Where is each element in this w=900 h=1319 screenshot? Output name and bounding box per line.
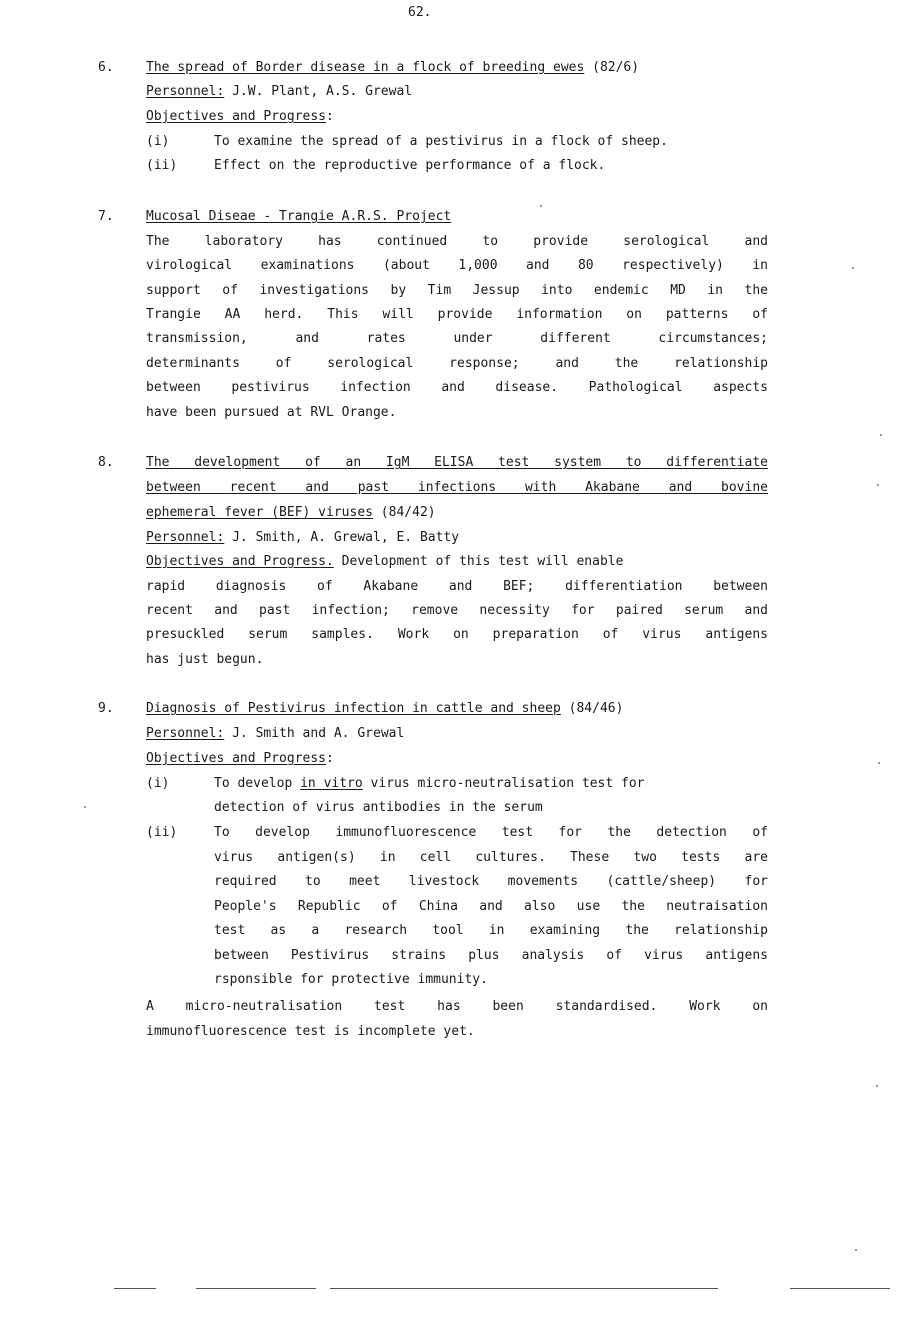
- list-item-text: between Pestivirus strains plus analysis of virus antigens: [214, 948, 768, 963]
- list-item-text: required to meet livestock movements (cattle/sheep) for: [214, 874, 768, 889]
- list-item-text: rsponsible for protective immunity.: [214, 972, 488, 987]
- section-title-line: [146, 209, 768, 225]
- list-item-text: detection of virus antibodies in the serum: [214, 800, 543, 815]
- section-title-line: between recent and past infections with Akabane and bovine: [146, 480, 768, 495]
- paragraph-line: virological examinations (about 1,000 and 80 respectively) in: [146, 258, 768, 273]
- item-text-part: virus micro-neutralisation test for: [362, 776, 645, 791]
- paragraph-text: Development of this test will enable: [333, 554, 624, 569]
- list-item-text: Effect on the reproductive performance of a flock.: [214, 158, 606, 173]
- objectives-line: [146, 554, 768, 570]
- section-title-line: [146, 60, 768, 76]
- section-title-line: [146, 505, 768, 521]
- paragraph-line: have been pursued at RVL Orange.: [146, 405, 397, 420]
- paragraph-line: A micro-neutralisation test has been standardised. Work on: [146, 999, 768, 1014]
- list-item-label: (i): [146, 776, 170, 791]
- paragraph-line: The laboratory has continued to provide serological and: [146, 234, 768, 249]
- personnel-line: [146, 530, 768, 546]
- scan-speck: [855, 1249, 857, 1251]
- personnel-names: J. Smith and A. Grewal: [224, 726, 405, 741]
- personnel-label: Personnel:: [146, 84, 225, 99]
- paragraph-line: immunofluorescence test is incomplete yet.: [146, 1024, 475, 1039]
- scan-speck: [540, 205, 542, 207]
- personnel-names: J.W. Plant, A.S. Grewal: [224, 84, 413, 99]
- in-vitro-term: in vitro: [300, 776, 363, 791]
- section-title-line: [146, 701, 768, 717]
- objectives-label: Objectives and Progress.: [146, 554, 334, 569]
- personnel-label: Personnel:: [146, 726, 225, 741]
- footer-rule: [330, 1288, 718, 1289]
- objectives-label: Objectives and Progress: [146, 109, 327, 124]
- scan-speck: [877, 484, 879, 486]
- personnel-line: [146, 84, 768, 100]
- paragraph-line: Trangie AA herd. This will provide information on patterns of: [146, 307, 768, 322]
- page-number: 62.: [408, 5, 432, 20]
- list-item-text: To develop immunofluorescence test for the detection of: [214, 825, 768, 840]
- section-title: Diagnosis of Pestivirus infection in cattle and sheep: [146, 701, 561, 716]
- objectives-label: Objectives and Progress: [146, 751, 327, 766]
- section-title-end: ephemeral fever (BEF) viruses: [146, 505, 373, 520]
- paragraph-line: support of investigations by Tim Jessup into endemic MD in the: [146, 283, 768, 298]
- list-item-text: To examine the spread of a pestivirus in a flock of sheep.: [214, 134, 668, 149]
- scan-speck: [878, 762, 880, 764]
- colon: :: [326, 109, 334, 124]
- section-title: Mucosal Diseae - Trangie A.R.S. Project: [146, 209, 452, 224]
- section-title: The spread of Border disease in a flock of breeding ewes: [146, 60, 585, 75]
- scan-speck: [852, 267, 854, 269]
- section-number: 7.: [98, 209, 114, 224]
- personnel-label: Personnel:: [146, 530, 225, 545]
- section-number: 6.: [98, 60, 114, 75]
- paragraph-line: transmission, and rates under different circumstances;: [146, 331, 768, 346]
- list-item-text: [214, 776, 768, 792]
- project-code: (84/42): [372, 505, 436, 520]
- personnel-line: [146, 726, 768, 742]
- objectives-line: [146, 109, 768, 125]
- paragraph-line: between pestivirus infection and disease. Pathological aspects: [146, 380, 768, 395]
- paragraph-line: presuckled serum samples. Work on preparation of virus antigens: [146, 627, 768, 642]
- footer-rule: [790, 1288, 890, 1289]
- footer-rule: [114, 1288, 156, 1289]
- scan-speck: [84, 806, 86, 808]
- list-item-text: virus antigen(s) in cell cultures. These two tests are: [214, 850, 768, 865]
- scan-speck: [880, 434, 882, 436]
- scan-speck: [876, 1085, 878, 1087]
- paragraph-line: determinants of serological response; and the relationship: [146, 356, 768, 371]
- list-item-text: People's Republic of China and also use the neutraisation: [214, 899, 768, 914]
- section-number: 9.: [98, 701, 114, 716]
- list-item-text: test as a research tool in examining the relationship: [214, 923, 768, 938]
- footer-rule: [196, 1288, 316, 1289]
- section-title-line: The development of an IgM ELISA test system to differentiate: [146, 455, 768, 470]
- project-code: (84/46): [560, 701, 624, 716]
- item-text-part: To develop: [214, 776, 301, 791]
- personnel-names: J. Smith, A. Grewal, E. Batty: [224, 530, 460, 545]
- paragraph-line: has just begun.: [146, 652, 264, 667]
- paragraph-line: recent and past infection; remove necessity for paired serum and: [146, 603, 768, 618]
- list-item-label: (ii): [146, 825, 178, 840]
- list-item-label: (ii): [146, 158, 178, 173]
- objectives-line: [146, 751, 768, 767]
- colon: :: [326, 751, 334, 766]
- project-code: (82/6): [584, 60, 640, 75]
- list-item-label: (i): [146, 134, 170, 149]
- paragraph-line: rapid diagnosis of Akabane and BEF; differentiation between: [146, 579, 768, 594]
- section-number: 8.: [98, 455, 114, 470]
